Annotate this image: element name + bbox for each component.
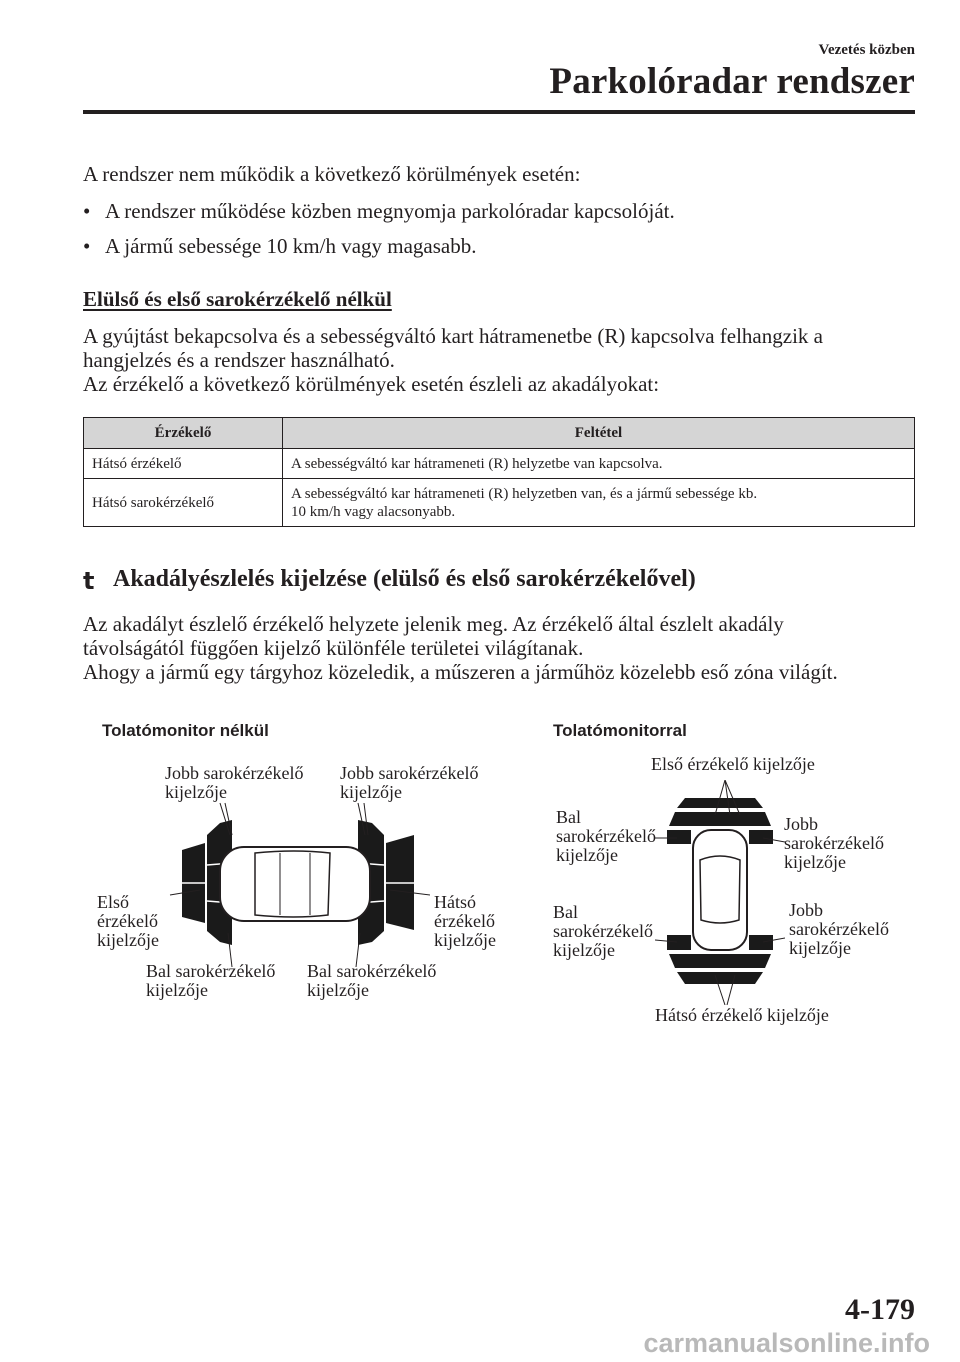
subheading: Elülső és első sarokérzékelő nélkül [83,287,392,311]
page-number: 4-179 [845,1293,915,1326]
label-bal-sarok-r2: Bal sarokérzékelő kijelzője [553,902,653,960]
watermark: carmanualsonline.info [643,1328,930,1358]
bullet-item [83,199,915,223]
conditions-table [83,417,915,527]
bullet-item [83,234,915,258]
section-heading: Akadályészlelés kijelzése (elülső és első sarokérzékelővel) [113,566,696,592]
paragraph-line: A gyújtást bekapcsolva és a sebességváltó kart hátramenetbe (R) kapcsolva felhangzik a [83,324,823,348]
label-bal-sarok-r1: Bal sarokérzékelő kijelzője [556,807,656,865]
figure-right-title: Tolatómonitorral [553,721,687,740]
label-jobb-sarok-2: Jobb sarokérzékelő kijelzője [340,763,479,802]
label-hatso-erzekelo: Hátsó érzékelő kijelzője [434,892,496,950]
table-cell: Hátsó sarokérzékelő [84,479,283,527]
label-bal-sarok-1: Bal sarokérzékelő kijelzője [146,961,276,1000]
label-hatso-erzekelo-r: Hátsó érzékelő kijelzője [655,1005,829,1025]
paragraph-line: hangjelzés és a rendszer használható. [83,348,395,372]
label-jobb-sarok-r2: Jobb sarokérzékelő kijelzője [789,900,889,958]
table-header-cell: Feltétel [283,418,915,449]
paragraph-line: Az akadályt észlelő érzékelő helyzete jelenik meg. Az érzékelő által észlelt akadály [83,612,784,636]
paragraph-line: Az érzékelő a következő körülmények esetén észleli az akadályokat: [83,372,660,396]
bullet-icon: • [83,199,91,223]
table-cell: A sebességváltó kar hátrameneti (R) helyzetben van, és a jármű sebessége kb. 10 km/h vagy alacsonyabb. [283,479,915,527]
table-row [84,479,915,527]
paragraph-line: Ahogy a jármű egy tárgyhoz közeledik, a műszeren a járműhöz közelebb eső zóna világít. [83,660,838,684]
label-bal-sarok-2: Bal sarokérzékelő kijelzője [307,961,437,1000]
car-body [220,847,370,921]
right-diagram [655,780,785,1005]
bullet-text: A rendszer működése közben megnyomja parkolóradar kapcsolóját. [105,199,675,223]
label-jobb-sarok-r1: Jobb sarokérzékelő kijelzője [784,814,884,872]
table-header-row [84,418,915,449]
paragraph-line: távolságától függően kijelző különféle területei világítanak. [83,636,584,660]
title-divider [83,110,915,114]
bullet-text: A jármű sebessége 10 km/h vagy magasabb. [105,234,477,258]
intro-text: A rendszer nem működik a következő körülmények esetén: [83,162,581,186]
table-cell: Hátsó érzékelő [84,449,283,479]
section-marker-icon: t [83,567,95,595]
bullet-icon: • [83,234,91,258]
label-elso-erzekelo-r: Első érzékelő kijelzője [651,754,815,774]
table-header-cell: Érzékelő [84,418,283,449]
label-elso-erzekelo: Első érzékelő kijelzője [97,892,159,950]
label-jobb-sarok-1: Jobb sarokérzékelő kijelzője [165,763,304,802]
table-row [84,449,915,479]
table-cell: A sebességváltó kar hátrameneti (R) helyzetbe van kapcsolva. [283,449,915,479]
page-title: Parkolóradar rendszer [549,61,915,102]
section-label: Vezetés közben [818,42,915,58]
figure-left-title: Tolatómonitor nélkül [102,721,269,740]
left-diagram [160,795,430,970]
